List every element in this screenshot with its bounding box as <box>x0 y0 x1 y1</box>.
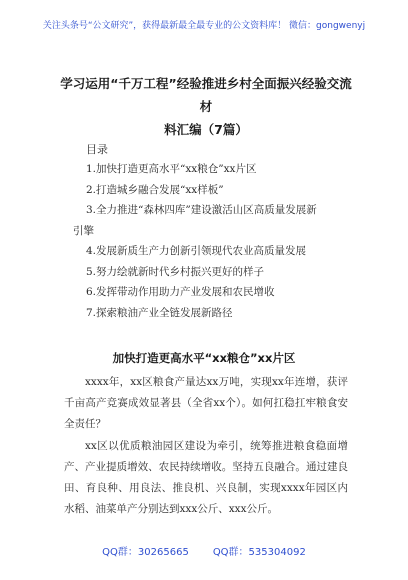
document-title <box>56 72 356 141</box>
section-paragraph-1: xxxx年，xx区粮食产量达xx万吨，实现xx年连增，获评千亩高产竞赛成效显著县（全省xx个）。如何扛稳扛牢粮食安全责任？ <box>64 376 348 430</box>
toc-item-5[interactable]: 5.努力绘就新时代乡村振兴更好的样子 <box>86 265 265 278</box>
document-title-line-2: 料汇编（7篇） <box>164 122 248 137</box>
toc-item-4[interactable]: 4.发展新质生产力创新引领现代农业高质量发展 <box>86 245 307 257</box>
toc-item-3[interactable]: 3.全力推进“森林四库”建设激活山区高质量发展新 <box>86 204 317 216</box>
toc-item-3-continued[interactable]: 引擎 <box>73 224 94 237</box>
section-heading: 加快打造更高水平“xx粮仓”xx片区 <box>112 351 296 365</box>
table-of-contents <box>73 159 356 323</box>
footer-qq-group-1: QQ群：30265665 <box>102 547 189 558</box>
header-promo-note: 关注头条号“公文研究”，获得最新最全最专业的公文资料库！ 微信：gongwenyj <box>42 21 366 31</box>
toc-item-6[interactable]: 6.发挥带动作用助力产业发展和农民增收 <box>86 286 275 298</box>
section-paragraph-2: xx区以优质粮油园区建设为牵引，统筹推进粮食稳面增产、产业提质增效、农民持续增收。坚持五良融合。通过建良田、育良种、用良法、推良机、兴良制，实现xxxx年园区内水稻、油菜单产分别达到xxx公斤、xxx公斤。 <box>64 440 348 515</box>
footer-qq-group-2: QQ群：535304092 <box>212 547 306 558</box>
toc-item-2[interactable]: 2.打造城乡融合发展“xx样板” <box>86 183 224 196</box>
toc-item-7[interactable]: 7.探索粮油产业全链发展新路径 <box>86 306 233 319</box>
footer-contact <box>0 543 408 558</box>
toc-heading: 目录 <box>86 143 108 156</box>
toc-item-1[interactable]: 1.加快打造更高水平“xx粮仓”xx片区 <box>86 163 257 175</box>
document-title-line-1: 学习运用“千万工程”经验推进乡村全面振兴经验交流材 <box>60 76 352 114</box>
